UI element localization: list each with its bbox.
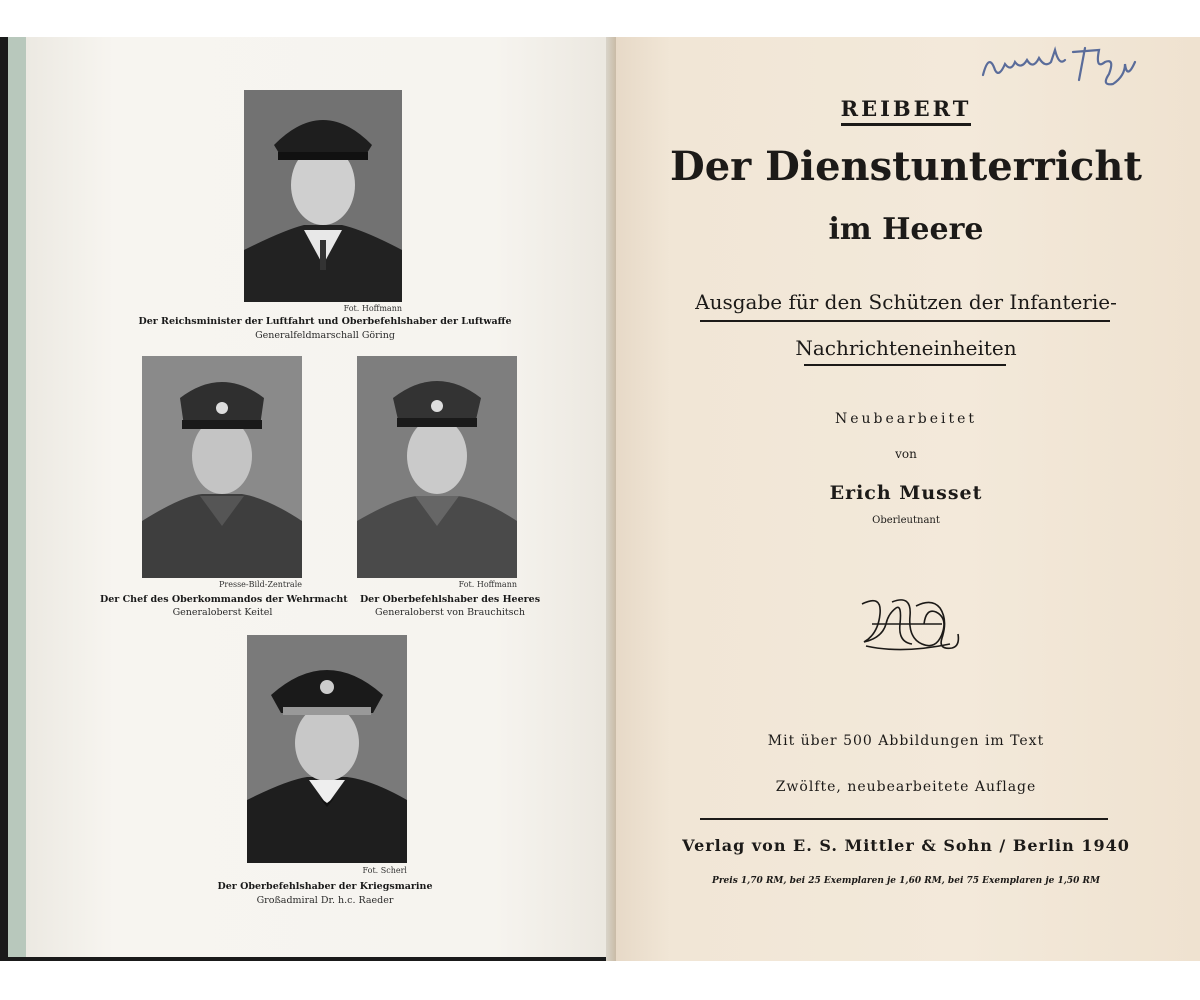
handwritten-signature: [975, 40, 1175, 100]
portrait-photo-brauchitsch: [357, 356, 517, 578]
subtitle-underline-1: [700, 320, 1110, 322]
price-line: Preis 1,70 RM, bei 25 Exemplaren je 1,60 RM, bei 75 Exemplaren je 1,50 RM: [712, 876, 1100, 886]
editor-rank: Oberleutnant: [872, 515, 940, 526]
caption-name: Generaloberst von Brauchitsch: [374, 607, 525, 618]
caption-title: Der Chef des Oberkommandos der Wehrmacht: [100, 594, 348, 605]
photo-credit: Fot. Hoffmann: [343, 304, 402, 313]
edition-note: Zwölfte, neubearbeitete Auflage: [775, 779, 1037, 795]
subtitle-line1: Ausgabe für den Schützen der Infanterie-: [695, 290, 1117, 314]
portrait-photo-goering: [244, 90, 402, 302]
caption-title: Der Reichsminister der Luftfahrt und Oberbefehlshaber der Luftwaffe: [138, 316, 512, 327]
book-title: Der Dienstunterricht: [670, 143, 1142, 190]
caption-name: Generalfeldmarschall Göring: [255, 330, 395, 341]
subtitle-underline-2: [804, 364, 1006, 366]
illustrations-note: Mit über 500 Abbildungen im Text: [767, 733, 1045, 749]
caption-name: Großadmiral Dr. h.c. Raeder: [256, 895, 394, 906]
photo-credit: Fot. Scherl: [362, 866, 407, 875]
photo-credit: Fot. Hoffmann: [458, 580, 517, 589]
publisher-monogram-logo: [852, 594, 964, 658]
revised-label: Neubearbeitet: [834, 411, 978, 427]
publisher-line: Verlag von E. S. Mittler & Sohn / Berlin 1940: [682, 836, 1130, 855]
book-title-line2: im Heere: [828, 212, 984, 247]
by-label: von: [895, 447, 917, 461]
subtitle-line2: Nachrichteneinheiten: [795, 336, 1017, 360]
caption-title: Der Oberbefehlshaber des Heeres: [359, 594, 541, 605]
photo-credit: Presse-Bild-Zentrale: [219, 580, 302, 589]
caption-title: Der Oberbefehlshaber der Kriegsmarine: [217, 881, 433, 892]
portrait-photo-raeder: [247, 635, 407, 863]
publisher-rule: [700, 818, 1108, 820]
portrait-photo-keitel: [142, 356, 302, 578]
book-author: REIBERT: [612, 96, 1200, 121]
caption-name: Generaloberst Keitel: [172, 607, 273, 618]
editor-name: Erich Musset: [829, 482, 983, 504]
